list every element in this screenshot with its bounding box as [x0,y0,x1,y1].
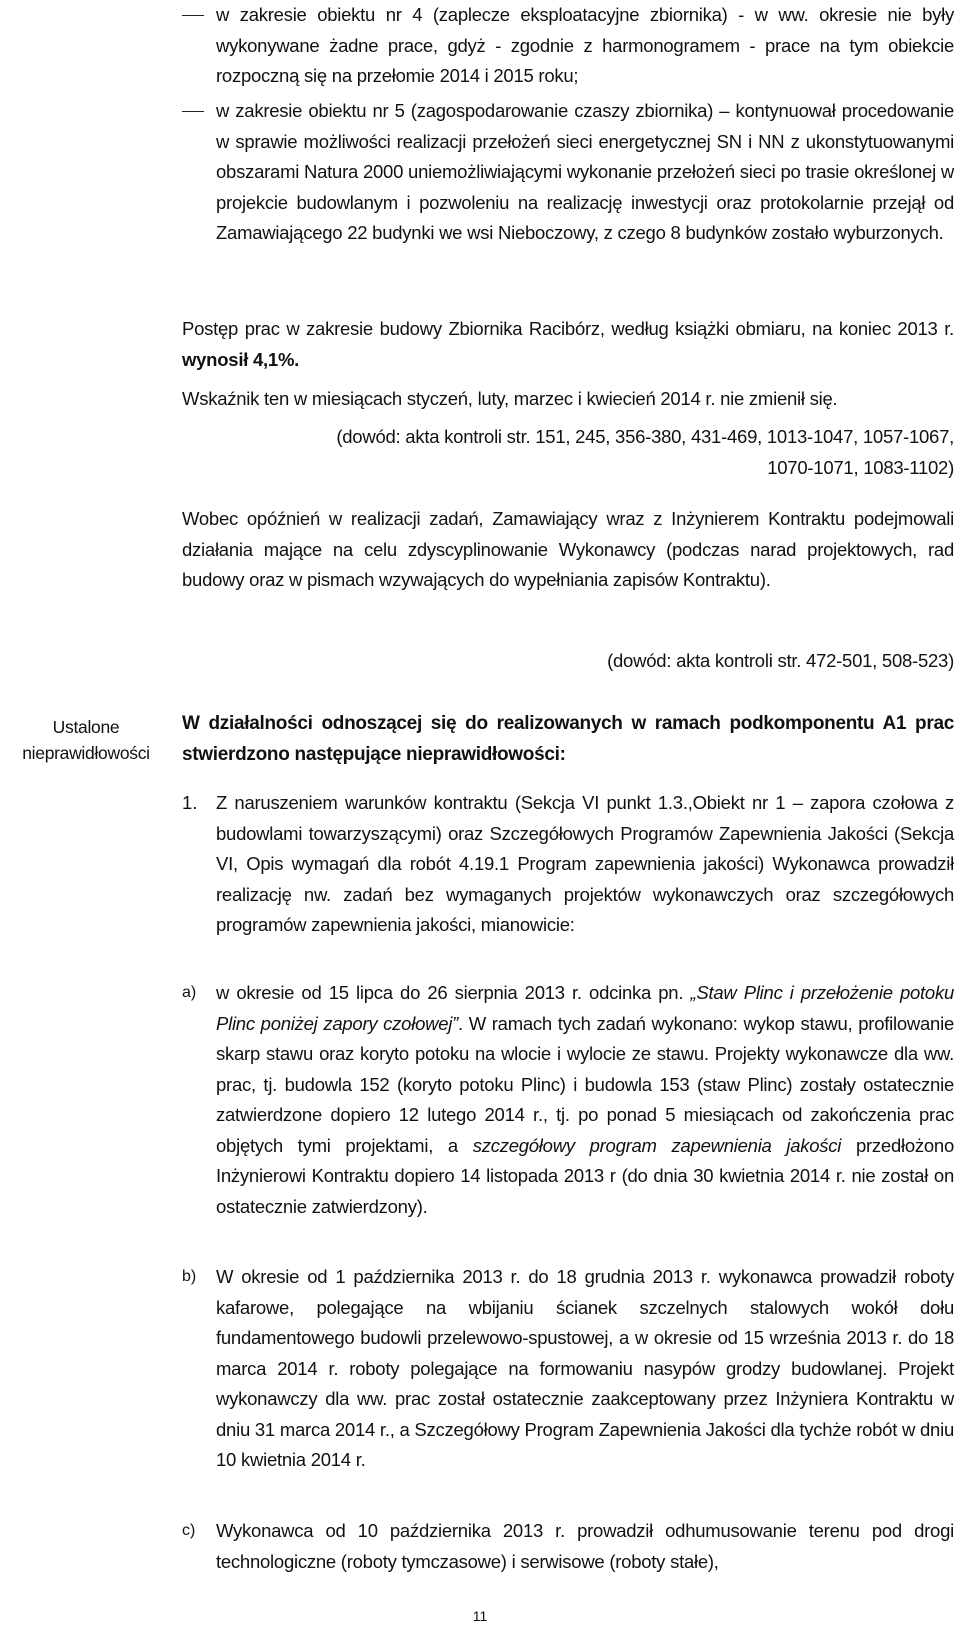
progress-paragraph [182,314,954,375]
item-c-marker: c) [182,1522,196,1539]
evidence-reference-2: (dowód: akta kontroli str. 472-501, 508-523) [607,650,954,671]
evidence-1-line-2: 1070-1071, 1083-1102) [767,456,954,478]
indicator-paragraph: Wskaźnik ten w miesiącach styczeń, luty, marzec i kwiecień 2014 r. nie zmienił się. [182,388,838,409]
evidence-reference-1 [150,422,954,483]
item-a-part-5: przedłożono Inżynierowi Kontraktu dopiero 14 listopada 2013 r (do dnia 30 kwietnia 2014 r. nie został on ostatecznie zatwierdzony). [216,1134,954,1217]
progress-text: Postęp prac w zakresie budowy Zbiornika Racibórz, według książki obmiaru, na koniec 2013 r. [182,318,954,339]
bullet-object-5-text: w zakresie obiektu nr 5 (zagospodarowanie czaszy zbiornika) – kontynuował procedowanie w sprawie możliwości realizacji przełożeń sieci energetycznej SN i NN z ukonstytuowanymi obszarami Natura 2000 uniemożliwiającymi wykonanie przełożeń sieci po trasie określonej w projekcie budowlanym i pozwoleniu na realizację inwestycji oraz protokolarnie przejął od Zamawiającego 22 budynki we wsi Nieboczowy, z czego 8 budynków zostało wyburzonych. [216,100,954,243]
item-a-part-3: . W ramach tych zadań wykonano: wykop stawu, profilowanie skarp stawu oraz koryto potoku na wlocie i wylocie ze stawu. Projekty wykonawcze dla ww. prac, tj. budowla 152 (koryto potoku Plinc) i budowla 153 (staw Plinc) zostały ostatecznie zatwierdzone dopiero 12 lutego 2014 r., tj. po ponad 5 miesiącach od zakończenia prac objętych tymi projektami, a [216,1012,954,1156]
bullet-object-4 [182,0,954,92]
side-label: Ustalone nieprawidłowości [22,717,150,763]
item-c [182,1516,954,1577]
item-a-text [216,978,954,1222]
progress-value: wynosił 4,1%. [182,348,300,370]
section-heading: W działalności odnoszącej się do realizowanych w ramach podkomponentu A1 prac stwierdzono następujące nieprawidłowości: [182,713,954,765]
item-a-part-2: „Staw Plinc i przełożenie potoku Plinc poniżej zapory czołowej” [216,982,955,1034]
item-b-marker: b) [182,1268,197,1285]
evidence-1-line-1: (dowód: akta kontroli str. 151, 245, 356-380, 431-469, 1013-1047, 1057-1067, [336,426,954,447]
delays-paragraph: Wobec opóźnień w realizacji zadań, Zamawiający wraz z Inżynierem Kontraktu podejmowali działania mające na celu zdyscyplinowanie Wykonawcy (podczas narad projektowych, rad budowy oraz w pismach wzywających do wypełniania zapisów Kontraktu). [182,508,954,590]
item-b [182,1262,954,1476]
dash-bullet-icon [182,111,204,112]
bullet-object-5 [182,96,954,249]
bullet-object-4-text: w zakresie obiektu nr 4 (zaplecze eksploatacyjne zbiornika) - w ww. okresie nie były wykonywane żadne prace, gdyż - zgodnie z harmonogramem - prace na tym obiekcie rozpoczną się na przełomie 2014 i 2015 roku; [216,4,954,86]
item-1 [182,788,954,941]
item-1-marker: 1. [182,792,198,813]
item-1-text: Z naruszeniem warunków kontraktu (Sekcja VI punkt 1.3.,Obiekt nr 1 – zapora czołowa z budowlami towarzyszącymi) oraz Szczegółowych Programów Zapewnienia Jakości (Sekcja VI, Opis wymagań dla robót 4.19.1 Program zapewnienia jakości) Wykonawca prowadził realizację nw. zadań bez wymaganych projektów wykonawczych oraz szczegółowych programów zapewnienia jakości, mianowicie: [216,792,954,935]
dash-bullet-icon [182,15,204,16]
item-a-part-4: szczegółowy program zapewnienia jakości [472,1134,842,1156]
item-a-marker: a) [182,984,197,1001]
item-a-part-1: w okresie od 15 lipca do 26 sierpnia 2013 r. odcinka pn. [216,982,684,1003]
item-c-text: Wykonawca od 10 października 2013 r. prowadził odhumusowanie terenu pod drogi technologiczne (roboty tymczasowe) i serwisowe (roboty stałe), [216,1520,954,1572]
item-a [182,978,954,1222]
page-number: 11 [472,1608,488,1624]
item-b-text: W okresie od 1 października 2013 r. do 18 grudnia 2013 r. wykonawca prowadził roboty kafarowe, polegające na wbijaniu ścianek szczelnych stalowych wokół dołu fundamentowego budowli przelewowo-spustowej, a w okresie od 15 września 2013 r. do 18 marca 2014 r. roboty polegające na formowaniu nasypów grodzy budowlanej. Projekt wykonawczy dla ww. prac został ostatecznie zaakceptowany przez Inżyniera Kontraktu w dniu 31 marca 2014 r., a Szczegółowy Program Zapewnienia Jakości dla tychże robót w dniu 10 kwietnia 2014 r. [216,1266,954,1470]
